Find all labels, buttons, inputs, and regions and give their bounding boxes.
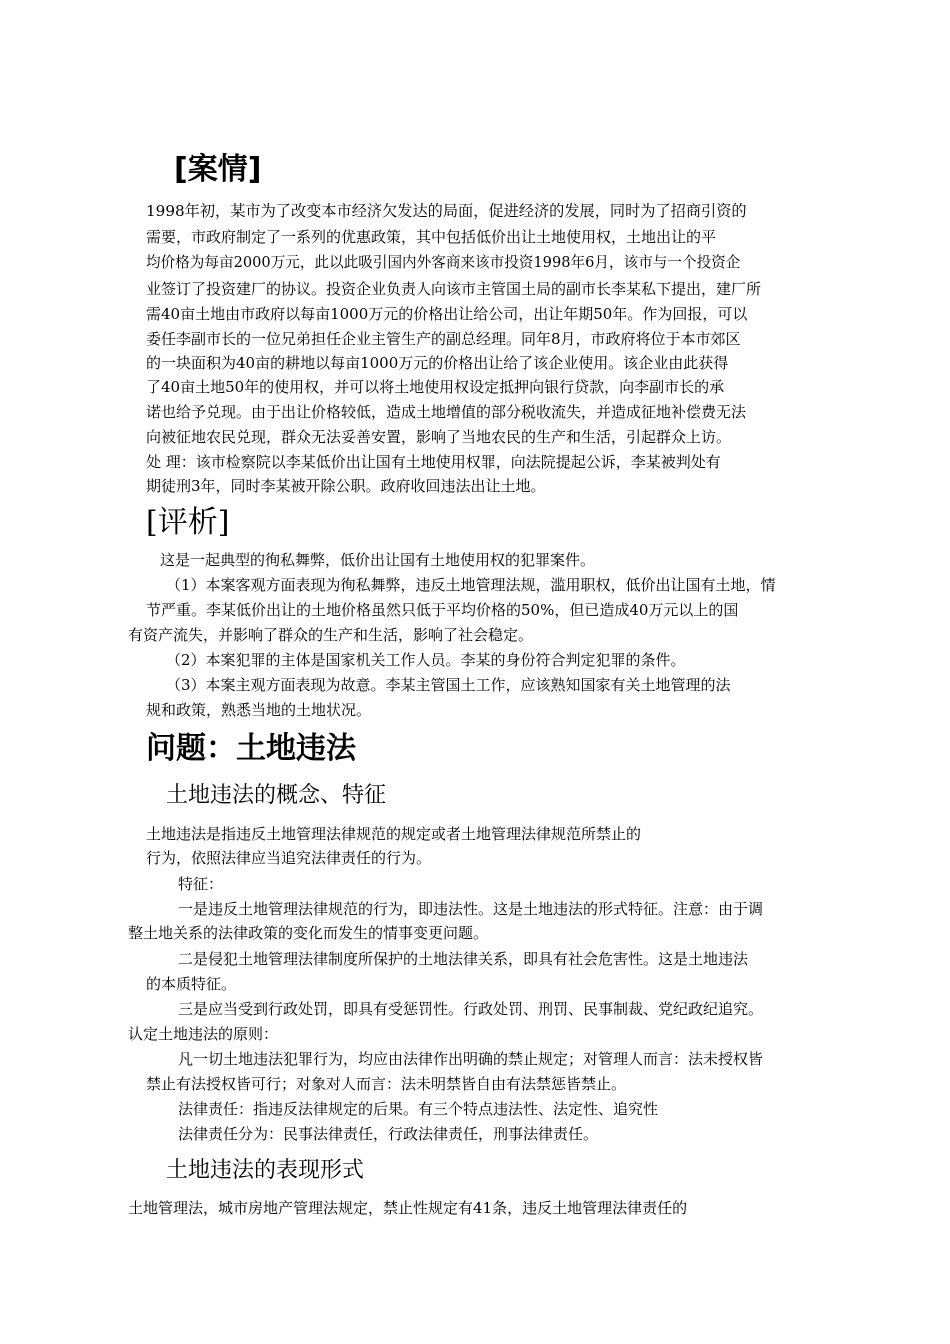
case-line-7: 的一块面积为40亩的耕地以每亩1000万元的价格出让给了该企业使用。该企业由此获得 [146,354,729,372]
section1-line-10: 凡一切土地违法犯罪行为，均应由法律作出明确的禁止规定；对管理人而言：法未授权皆 [178,1050,764,1068]
case-line-8: 了40亩土地50年的使用权，并可以将土地使用权设定抵押向银行贷款，向李副市长的承 [146,378,725,396]
section1-line-2: 行为，依照法律应当追究法律责任的行为。 [146,849,432,867]
analysis-line-2: （1）本案客观方面表现为徇私舞弊，违反土地管理法规，滥用职权，低价出让国有土地，情 [166,576,776,594]
issues-heading: 问题：土地违法 [146,731,356,766]
case-line-3: 均价格为每亩2000万元，此以此吸引国内外客商来该市投资1998年6月，该市与一个投资企 [146,254,741,271]
section1-line-12: 法律责任：指违反法律规定的后果。有三个特点违法性、法定性、追究性 [178,1100,659,1118]
section2-line-1: 土地管理法，城市房地产管理法规定，禁止性规定有41条，违反土地管理法律责任的 [128,1199,688,1217]
section1-line-3: 特征： [178,875,224,893]
section2-title: 土地违法的表现形式 [166,1158,365,1183]
case-line-12: 期徒刑3年，同时李某被开除公职。政府收回违法出让土地。 [146,477,546,495]
analysis-line-1: 这是一起典型的徇私舞弊，低价出让国有土地使用权的犯罪案件。 [160,551,596,569]
case-line-10: 向被征地农民兑现，群众无法妥善安置，影响了当地农民的生产和生活，引起群众上访。 [146,428,732,446]
section1-line-5: 整土地关系的法律政策的变化而发生的情事变更问题。 [128,924,489,942]
section1-line-6: 二是侵犯土地管理法律制度所保护的土地法律关系，即具有社会危害性。这是土地违法 [178,950,749,968]
analysis-line-7: 规和政策，熟悉当地的土地状况。 [146,701,372,719]
section1-line-11: 禁止有法授权皆可行；对象对人而言：法未明禁皆自由有法禁惩皆禁止。 [146,1075,627,1093]
section1-line-9: 认定土地违法的原则： [128,1025,279,1043]
section1-line-8: 三是应当受到行政处罚，即具有受惩罚性。行政处罚、刑罚、民事制裁、党纪政纪追究。 [178,1000,764,1018]
section1-line-1: 土地违法是指违反土地管理法律规范的规定或者土地管理法律规范所禁止的 [146,825,642,843]
case-line-2: 需要，市政府制定了一系列的优惠政策，其中包括低价出让土地使用权，土地出让的平 [146,228,717,246]
case-line-1: 1998年初，某市为了改变本市经济欠发达的局面，促进经济的发展，同时为了招商引资的 [146,202,747,220]
analysis-line-3: 节严重。李某低价出让的土地价格虽然只低于平均价格的50%，但已造成40万元以上的国 [146,601,739,619]
case-line-4: 业签订了投资建厂的协议。投资企业负责人向该市主管国土局的副市长李某私下提出，建厂所 [146,280,762,298]
section1-line-13: 法律责任分为：民事法律责任，行政法律责任，刑事法律责任。 [178,1125,599,1143]
analysis-line-6: （3）本案主观方面表现为故意。李某主管国土工作，应该熟知国家有关土地管理的法 [166,676,731,694]
section1-line-4: 一是违反土地管理法律规范的行为，即违法性。这是土地违法的形式特征。注意：由于调 [178,900,764,918]
analysis-line-4: 有资产流失，并影响了群众的生产和生活，影响了社会稳定。 [128,626,534,644]
section1-title: 土地违法的概念、特征 [166,783,387,808]
analysis-line-5: （2）本案犯罪的主体是国家机关工作人员。李某的身份符合判定犯罪的条件。 [166,651,686,669]
case-line-6: 委任李副市长的一位兄弟担任企业主管生产的副总经理。同年8月，市政府将位于本市郊区 [146,330,741,348]
case-heading: [案情] [174,152,262,187]
case-line-9: 诺也给予兑现。由于出让价格较低，造成土地增值的部分税收流失，并造成征地补偿费无法 [146,403,747,421]
case-line-5: 需40亩土地由市政府以每亩1000万元的价格出让给公司，出让年期50年。作为回报，可以 [146,305,748,323]
case-line-11: 处 理：该市检察院以李某低价出让国有土地使用权罪，向法院提起公诉，李某被判处有 [146,453,721,471]
section1-line-7: 的本质特征。 [146,975,237,993]
analysis-heading: [评析] [146,505,230,540]
